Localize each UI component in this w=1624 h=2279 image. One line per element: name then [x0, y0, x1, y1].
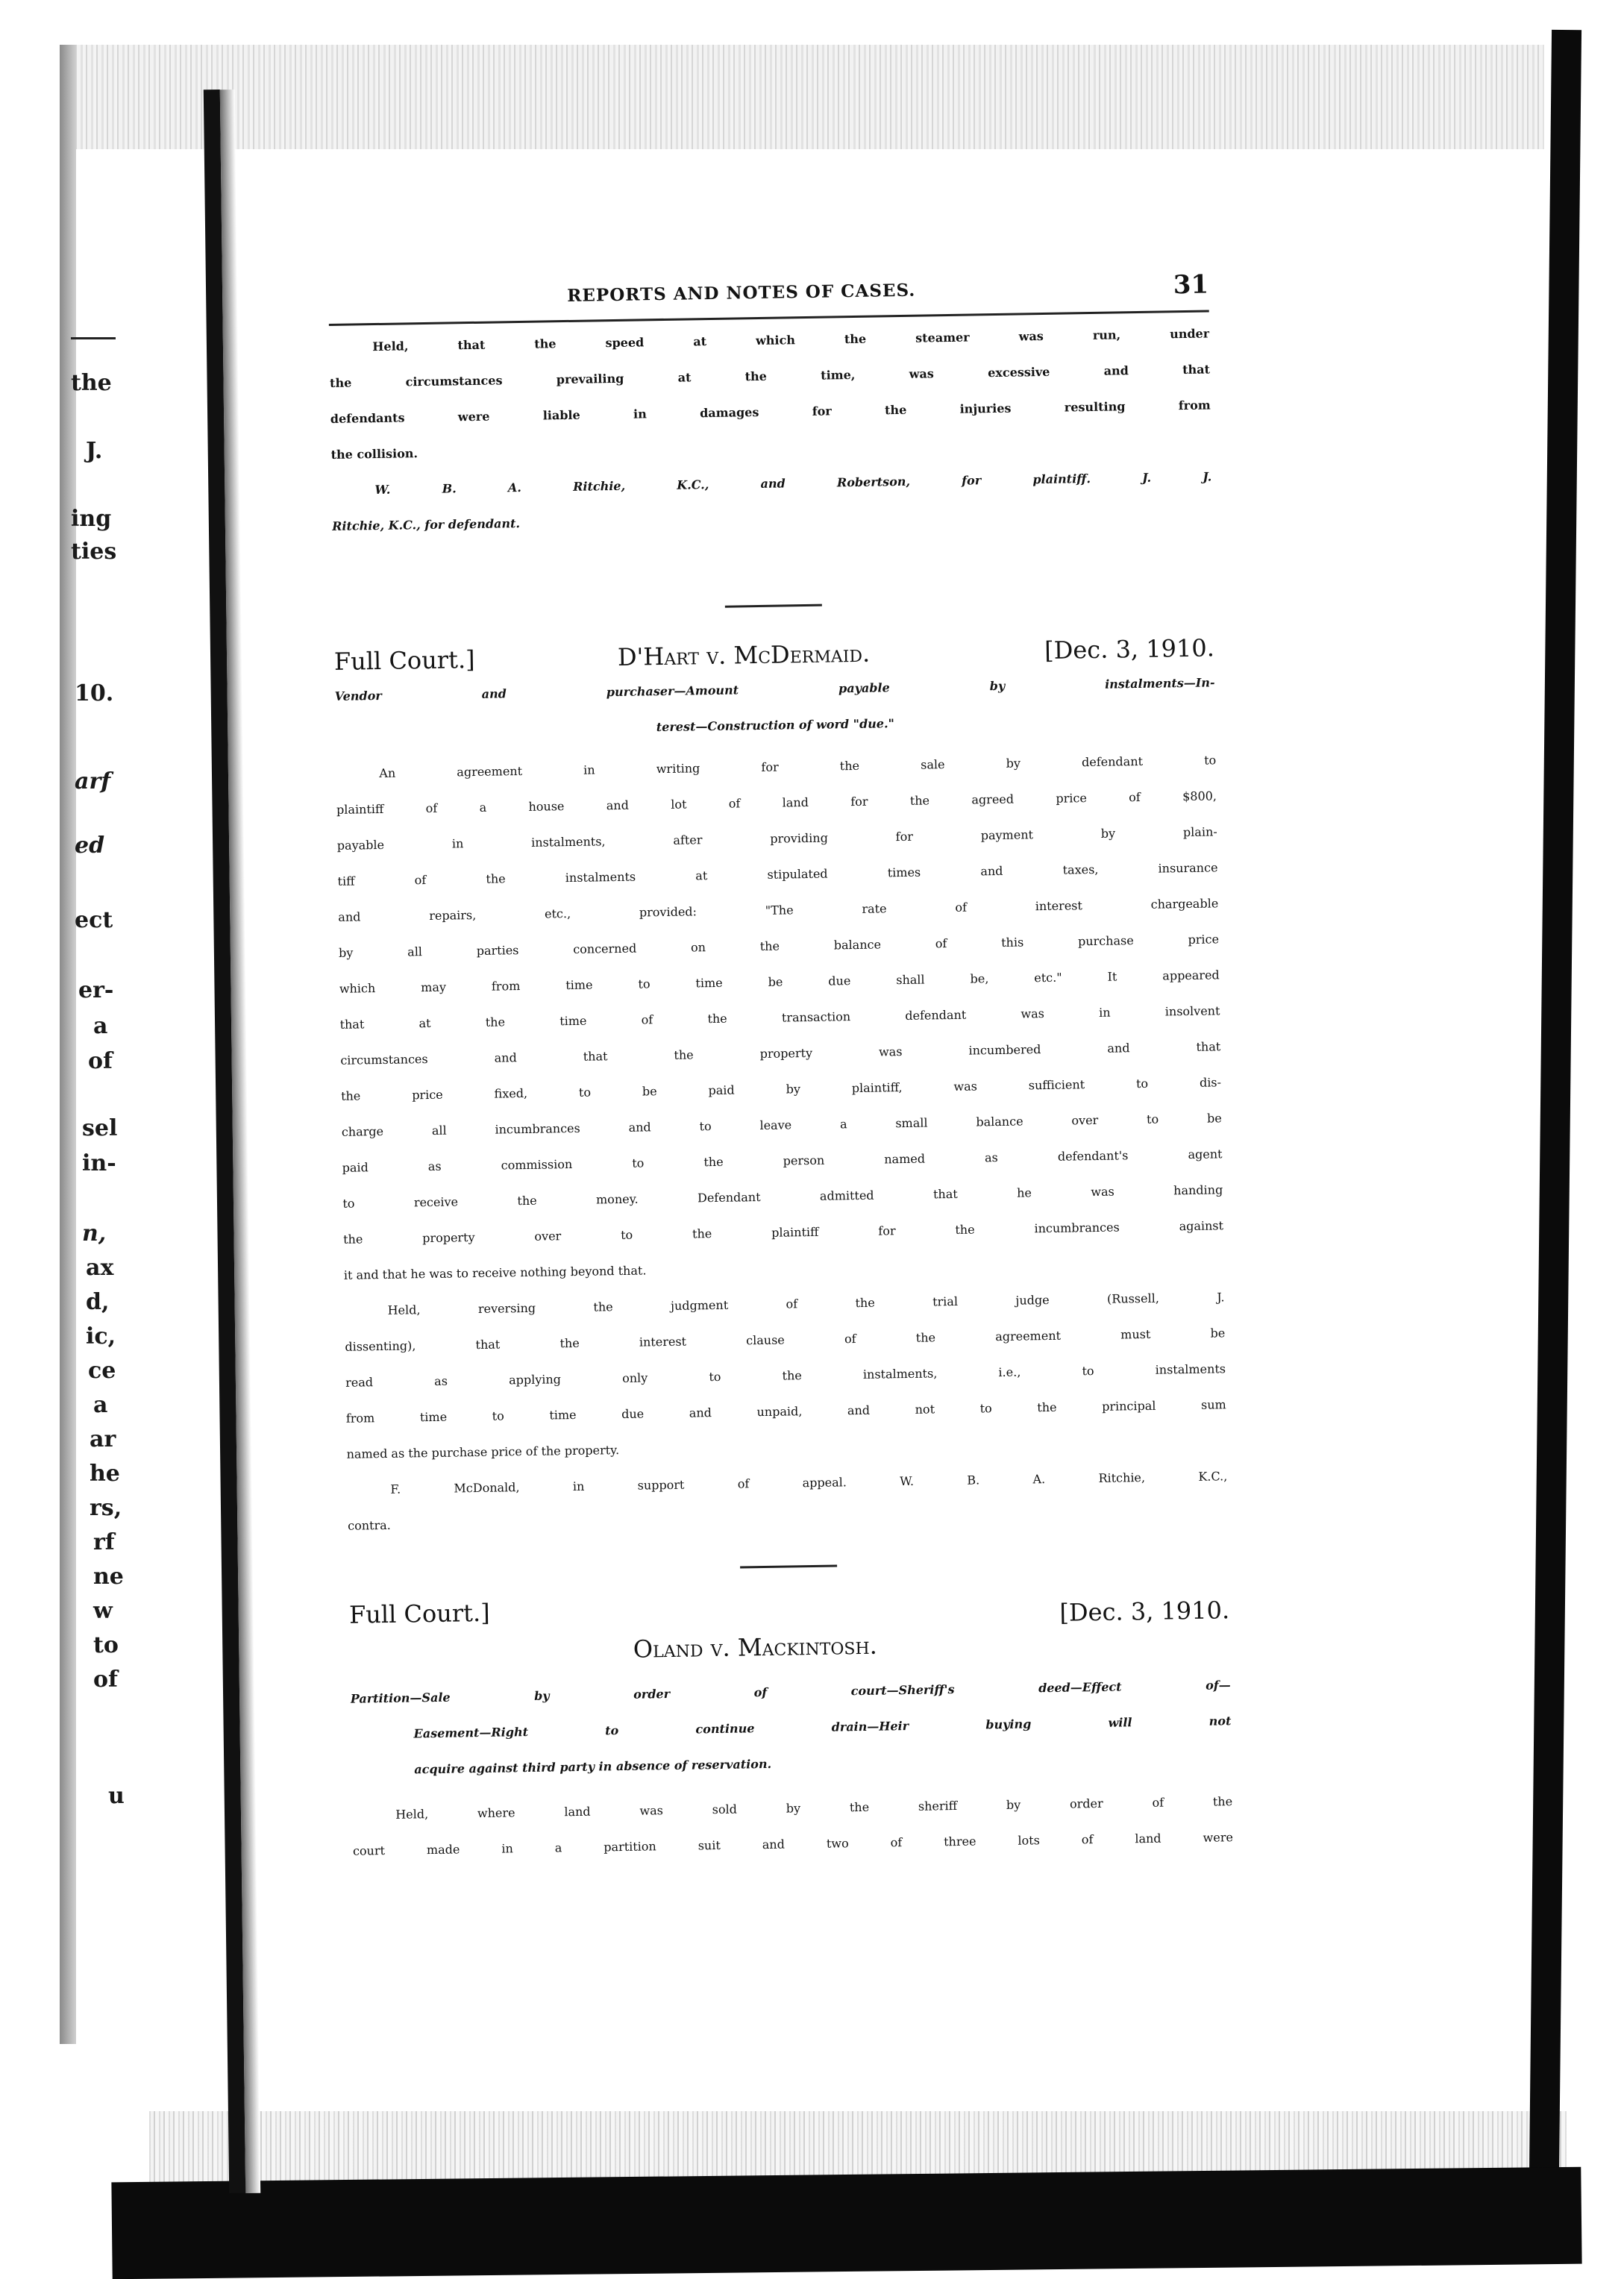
case-parties: D'Hart v. McDermaid. — [617, 639, 871, 671]
text-line: named as the purchase price of the property. — [346, 1443, 620, 1461]
left-fragment: sel — [82, 1115, 118, 1141]
left-fragment-rule — [71, 337, 116, 339]
scan-noise-top — [60, 45, 1544, 149]
text-line: read as applying only to the instalments, i.e., to instalments — [345, 1361, 1226, 1390]
text-line: F. McDonald, in support of appeal. W. B. A. Ritchie, K.C., — [390, 1469, 1228, 1496]
left-fragment: ax — [86, 1255, 114, 1281]
book-page — [328, 269, 1237, 2088]
text-line: it and that he was to receive nothing beyond that. — [343, 1263, 647, 1282]
left-fragment: w — [93, 1598, 113, 1624]
left-fragment: ar — [90, 1426, 116, 1452]
text-line: from time to time due and unpaid, and not to the principal sum — [345, 1397, 1226, 1426]
text-line: tiff of the instalments at stipulated times and taxes, insurance — [337, 860, 1218, 888]
left-fragment: u — [108, 1783, 125, 1809]
case-parties: Oland v. Mackintosh. — [633, 1631, 878, 1664]
text-line: Held, where land was sold by the sheriff by order of the — [395, 1794, 1233, 1822]
text-line: the circumstances prevailing at the time, was excessive and that — [329, 362, 1211, 390]
text-line: circumstances and that the property was incumbered and that — [340, 1039, 1221, 1068]
left-fragment: ne — [93, 1564, 124, 1590]
left-fragment: a — [93, 1013, 108, 1039]
text-line: and repairs, etc., provided: "The rate of interest chargeable — [338, 896, 1219, 924]
scan-edge-bottom — [111, 2167, 1581, 2279]
left-fragment: ing — [71, 506, 112, 532]
case-separator — [740, 1564, 837, 1568]
text-line: Ritchie, K.C., for defendant. — [331, 516, 521, 533]
case2-facts — [336, 753, 1228, 1554]
text-line: the collision. — [330, 446, 418, 462]
left-fragment: rf — [93, 1529, 115, 1555]
text-line: to receive the money. Defendant admitted that he was handing — [342, 1182, 1223, 1211]
text-line: dissenting), that the interest clause of the agreement must be — [345, 1326, 1226, 1354]
left-fragment: ce — [88, 1358, 116, 1384]
text-line: which may from time to time be due shall be, etc." It appeared — [339, 968, 1220, 996]
text-line: Held, reversing the judgment of the trial judge (Russell, J. — [387, 1290, 1225, 1317]
case2-headnote — [335, 675, 1216, 761]
left-fragment: ect — [75, 907, 113, 933]
left-fragment: the — [71, 370, 112, 396]
text-line: the property over to the plaintiff for the incumbrances against — [342, 1218, 1224, 1247]
left-fragment: J. — [86, 438, 103, 464]
page-number: 31 — [1173, 269, 1209, 301]
running-head-title: REPORTS AND NOTES OF CASES. — [567, 280, 916, 306]
left-fragment: ic, — [86, 1323, 116, 1349]
text-line: Vendor and purchaser—Amount payable by instalments—In- — [334, 675, 1215, 703]
case-date: [Dec. 3, 1910. — [1044, 633, 1215, 665]
text-line: defendants were liable in damages for the injuries resulting from — [330, 398, 1211, 426]
left-fragment: ed — [75, 833, 105, 859]
text-line: An agreement in writing for the sale by defendant to — [379, 753, 1217, 781]
left-fragment: rs, — [90, 1495, 122, 1521]
text-line: acquire against third party in absence of reservation. — [414, 1756, 772, 1777]
case-date: [Dec. 3, 1910. — [1059, 1596, 1230, 1627]
text-line: terest—Construction of word "due." — [656, 716, 895, 735]
left-fragment: in- — [82, 1150, 116, 1176]
case2-caption — [334, 633, 1215, 683]
text-line: Partition—Sale by order of court—Sheriff's deed—Effect of— — [350, 1678, 1231, 1706]
text-line: charge all incumbrances and to leave a small balance over to be — [341, 1111, 1222, 1139]
case3-holding — [352, 1794, 1233, 1880]
court-label: Full Court.] — [348, 1598, 490, 1629]
left-fragment: of — [88, 1048, 113, 1074]
left-fragment: arf — [75, 768, 111, 794]
header-rule — [329, 310, 1209, 326]
text-line: that at the time of the transaction defendant was in insolvent — [339, 1003, 1220, 1032]
left-fragment: er- — [78, 977, 114, 1003]
left-fragment: n, — [82, 1220, 107, 1247]
scan-edge-left — [60, 45, 76, 2044]
court-label: Full Court.] — [333, 645, 475, 676]
case1-holding — [329, 326, 1212, 554]
case-separator — [725, 604, 822, 608]
text-line: by all parties concerned on the balance of this purchase price — [338, 932, 1220, 960]
text-line: paid as commission to the person named as defendant's agent — [342, 1147, 1223, 1175]
left-fragment: 10. — [75, 680, 114, 706]
left-fragment: a — [93, 1392, 108, 1418]
left-fragment: to — [93, 1632, 119, 1658]
text-line: court made in a partition suit and two of three lots of land were — [352, 1830, 1234, 1858]
text-line: plaintiff of a house and lot of land for the agreed price of $800, — [336, 789, 1217, 817]
left-fragment: he — [90, 1461, 120, 1487]
left-fragment: d, — [86, 1289, 110, 1315]
text-line: the price fixed, to be paid by plaintiff, was sufficient to dis- — [340, 1075, 1222, 1103]
text-line: Easement—Right to continue drain—Heir buying will not — [413, 1714, 1232, 1741]
text-line: W. B. A. Ritchie, K.C., and Robertson, for plaintiff. J. J. — [374, 469, 1212, 498]
case3-headnote — [351, 1678, 1232, 1799]
text-line: Held, that the speed at which the steamer was run, under — [372, 326, 1210, 354]
text-line: payable in instalments, after providing for payment by plain- — [336, 824, 1217, 853]
left-fragment: ties — [71, 539, 117, 565]
text-line: contra. — [348, 1517, 391, 1533]
left-fragment: of — [93, 1667, 118, 1693]
